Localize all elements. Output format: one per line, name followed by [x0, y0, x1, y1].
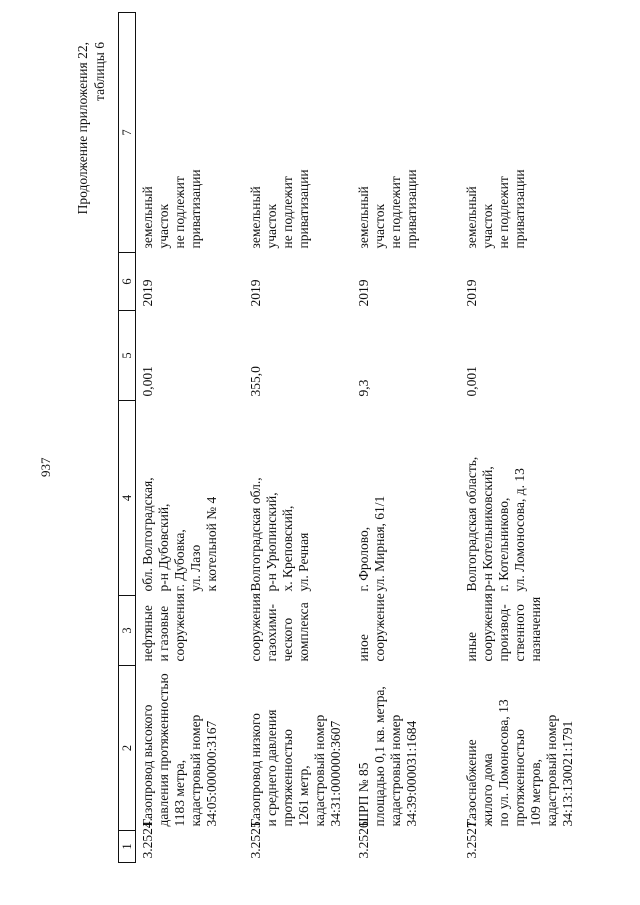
- column-number-6: 6: [119, 253, 136, 311]
- object-year: 2019: [140, 279, 155, 307]
- column-number-7: 7: [119, 13, 136, 253]
- object-note: земельный участок не подлежит приватизации: [247, 169, 311, 249]
- table-row: [460, 13, 576, 863]
- object-name: ШРП № 85 площадью 0,1 кв. метра, кадастровый номер 34:39:000031:1684: [355, 686, 419, 827]
- object-type: нефтяные и газовые сооружения: [140, 593, 187, 662]
- table-row: [136, 13, 244, 863]
- appendix-note: [74, 42, 108, 214]
- object-address: г. Фролово, ул. Мирная, 61/1: [355, 495, 387, 592]
- object-year: 2019: [463, 279, 479, 307]
- column-number-4: 4: [119, 401, 136, 596]
- table-row: [352, 13, 460, 863]
- object-name: Газопровод высокого давления протяженностью 1183 метра, кадастровый номер 34:05:000000:3167: [140, 673, 219, 827]
- row-number: 3.2524.: [140, 818, 155, 859]
- object-type: иные сооружения производ- ственного назначения: [463, 593, 543, 662]
- column-number-5: 5: [119, 311, 136, 401]
- object-address: Волгоградская область, р-н Котельниковский, г. Котельниково, ул. Ломоносова, д. 13: [463, 456, 527, 592]
- object-address: обл. Волгоградская, р-н Дубовский, г. Дубовка, ул. Лазо к котельной № 4: [140, 477, 219, 592]
- object-note: земельный участок не подлежит приватизации: [355, 169, 419, 249]
- row-number: 3.2526.: [355, 818, 371, 859]
- column-number-2: 2: [119, 666, 136, 831]
- object-note: земельный участок не подлежит приватизации: [463, 169, 527, 249]
- object-area: 0,001: [463, 366, 479, 397]
- column-number-3: 3: [119, 596, 136, 666]
- table-row: [244, 13, 352, 863]
- object-address: Волгоградская обл., р-н Урюпинский, х. Креповский, ул. Речная: [247, 477, 311, 592]
- object-name: Газопровод низкого и среднего давления протяженностью 1261 метр, кадастровый номер 34:31:000000:3607: [247, 709, 343, 827]
- object-type: сооружения газохими- ческого комплекса: [247, 593, 311, 662]
- appendix-note-line-1: Продолжение приложения 22,: [75, 42, 90, 215]
- row-number: 3.2527.: [463, 818, 479, 859]
- object-note: земельный участок не подлежит приватизации: [140, 169, 203, 249]
- object-year: 2019: [355, 279, 371, 307]
- property-table: [118, 12, 576, 863]
- object-area: 0,001: [140, 366, 155, 397]
- column-number-row: [119, 13, 136, 863]
- object-area: 9,3: [355, 379, 371, 397]
- object-year: 2019: [247, 279, 263, 307]
- object-name: Газоснабжение жилого дома по ул. Ломоносова, 13 протяженностью 109 метров, кадастровый номер 34:13:130021:1791: [463, 699, 575, 827]
- page-number: 937: [38, 457, 53, 477]
- row-number: 3.2525.: [247, 818, 263, 859]
- appendix-note-line-2: таблицы 6: [92, 42, 107, 101]
- object-type: иное сооружение: [355, 593, 387, 662]
- object-area: 355,0: [247, 366, 263, 397]
- column-number-1: 1: [119, 831, 136, 863]
